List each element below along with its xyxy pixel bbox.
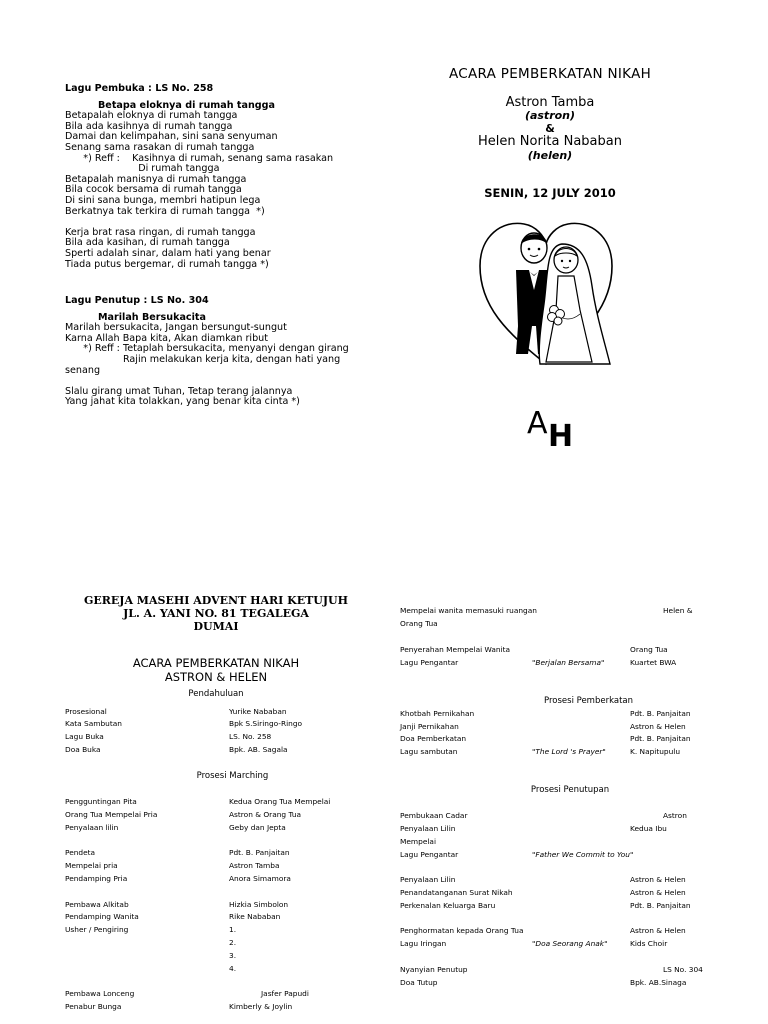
program-item: Kata Sambutan <box>65 719 122 728</box>
program-item: Usher / Pengiring <box>65 925 129 934</box>
church-city: DUMAI <box>193 620 239 633</box>
program-person: Pdt. B. Panjaitan <box>630 734 691 743</box>
program-item: Pembukaan Cadar <box>400 811 468 820</box>
program-person: Astron <box>663 811 687 820</box>
lyric-line: Senang sama rasakan di rumah tangga <box>65 141 255 153</box>
program-item: Lagu Buka <box>65 732 104 741</box>
lyric-line: Tiada putus bergemar, di rumah tangga *) <box>65 258 269 270</box>
program-item: Lagu sambutan <box>400 747 458 756</box>
program-person: Bpk S.Siringo-Ringo <box>229 719 303 728</box>
lyric-line: Di rumah tangga <box>65 163 220 175</box>
program-person: Kimberly & Joylin <box>229 1002 293 1011</box>
song-title: "The Lord 's Prayer" <box>532 747 606 756</box>
program-item: Doa Tutup <box>400 978 438 987</box>
opening-hymn-lyrics <box>65 111 333 270</box>
program-item: Mempelai <box>400 837 436 846</box>
program-person: Anora Simamora <box>229 874 291 883</box>
lyric-line: *) Reff : Tetaplah bersukacita, menyanyi dengan girang <box>65 343 349 355</box>
program-person: 4. <box>229 964 237 973</box>
bride-and-groom-heart-icon <box>476 214 616 370</box>
program-item: Penyalaan Lilin <box>400 824 456 833</box>
program-item: Penandatanganan Surat Nikah <box>400 888 513 897</box>
lyric-line: senang <box>65 364 101 376</box>
program-item: Pembawa Lonceng <box>65 989 135 998</box>
church-address: JL. A. YANI NO. 81 TEGALEGA <box>123 607 309 620</box>
program-item: Doa Buka <box>65 745 101 754</box>
program-item: Pendamping Pria <box>65 874 128 883</box>
section-prosesi-penutupan: Prosesi Penutupan <box>530 785 610 795</box>
program-person: Rike Nababan <box>229 912 281 921</box>
lyric-line: Slalu girang umat Tuhan, Tetap terang jalannya <box>65 385 293 397</box>
lyric-line: Yang jahat kita tolakkan, yang benar kita cinta *) <box>65 396 300 408</box>
program-person: Astron & Helen <box>630 875 686 884</box>
section-prosesi-marching: Prosesi Marching <box>196 771 269 781</box>
song-title: "Berjalan Bersama" <box>532 658 605 667</box>
program-person: Orang Tua <box>630 645 668 654</box>
program-item: Orang Tua <box>400 619 438 628</box>
monogram-a: A <box>527 406 548 441</box>
program-item: Penyerahan Mempelai Wanita <box>400 645 511 654</box>
program-item: Orang Tua Mempelai Pria <box>65 810 158 819</box>
program-person: 1. <box>229 925 237 934</box>
opening-hymn-title: Betapa eloknya di rumah tangga <box>98 99 276 111</box>
program-item: Doa Pemberkatan <box>400 734 467 743</box>
program-item: Pendeta <box>65 848 96 857</box>
program-item: Penyalaan lilin <box>65 823 119 832</box>
program-item: Penabur Bunga <box>65 1002 122 1011</box>
opening-hymn-heading: Lagu Pembuka : LS No. 258 <box>65 83 214 94</box>
lyric-line: Betapalah manisnya di rumah tangga <box>65 173 247 185</box>
program-person: Kedua Orang Tua Mempelai <box>229 797 331 806</box>
program-person: Hizkia Simbolon <box>229 900 289 909</box>
program-person: Pdt. B. Panjaitan <box>229 848 290 857</box>
program-person: Astron & Helen <box>630 926 686 935</box>
closing-hymn-title: Marilah Bersukacita <box>98 311 206 323</box>
program-person: K. Napitupulu <box>630 747 681 756</box>
opening-hymn <box>65 84 333 270</box>
ampersand: & <box>545 122 555 135</box>
groom-nickname: (astron) <box>524 109 576 122</box>
lyric-line: Berkatnya tak terkira di rumah tangga *) <box>65 205 265 217</box>
program-item: Khotbah Pernikahan <box>400 709 475 718</box>
program-person: Pdt. B. Panjaitan <box>630 709 691 718</box>
groom-name: Astron Tamba <box>505 95 595 110</box>
program-person: Kedua Ibu <box>630 824 667 833</box>
program-item: Janji Pernikahan <box>400 722 459 731</box>
closing-hymn-lyrics <box>65 323 349 408</box>
lyric-line: Karna Allah Bapa kita, Akan diamkan ribut <box>65 332 269 344</box>
lyric-line: *) Reff : Kasihnya di rumah, senang sama rasakan <box>65 152 334 164</box>
bride-nickname: (helen) <box>527 149 573 162</box>
lyric-line: Betapalah eloknya di rumah tangga <box>65 110 238 122</box>
program-person: Jasfer Papudi <box>261 989 309 998</box>
program-title-line-1: ACARA PEMBERKATAN NIKAH <box>132 656 300 670</box>
program-item: Lagu Pengantar <box>400 850 459 859</box>
song-title: "Father We Commit to You" <box>532 850 634 859</box>
lyric-line: Damai dan kelimpahan, sini sana senyuman <box>65 131 278 143</box>
program-item: Lagu Iringan <box>400 939 447 948</box>
program-item: Lagu Pengantar <box>400 658 459 667</box>
cover-title: ACARA PEMBERKATAN NIKAH <box>448 66 652 82</box>
program-person: Helen & <box>663 606 693 615</box>
program-person: Kids Choir <box>630 939 668 948</box>
program-person: 2. <box>229 938 237 947</box>
lyric-line: Bila cocok bersama di rumah tangga <box>65 184 242 196</box>
lyric-line: Di sini sana bunga, membri hatipun lega <box>65 194 261 206</box>
song-title: "Doa Seorang Anak" <box>532 939 608 948</box>
program-item: Perkenalan Keluarga Baru <box>400 901 496 910</box>
program-item: Pendamping Wanita <box>65 912 139 921</box>
program-item: Penyalaan Lilin <box>400 875 456 884</box>
program-item: Mempelai wanita memasuki ruangan <box>400 606 537 615</box>
section-pendahuluan: Pendahuluan <box>188 689 244 699</box>
program-person: Bpk. AB. Sagala <box>229 745 288 754</box>
program-person: Astron & Orang Tua <box>229 810 302 819</box>
program-item: Nyanyian Penutup <box>400 965 468 974</box>
program-person: LS. No. 258 <box>229 732 272 741</box>
section-prosesi-pemberkatan: Prosesi Pemberkatan <box>544 696 633 706</box>
program-person: Yurike Nababan <box>229 707 287 716</box>
program-item: Pengguntingan Pita <box>65 797 137 806</box>
closing-hymn-heading: Lagu Penutup : LS No. 304 <box>65 295 209 306</box>
program-person: Bpk. AB.Sinaga <box>630 978 687 987</box>
program-item: Prosesional <box>65 707 107 716</box>
lyric-line: Sperti adalah sinar, dalam hati yang benar <box>65 247 271 259</box>
monogram-h: H <box>548 419 574 454</box>
program-person: Astron & Helen <box>630 888 686 897</box>
lyric-line: Kerja brat rasa ringan, di rumah tangga <box>65 226 256 238</box>
church-name: GEREJA MASEHI ADVENT HARI KETUJUH <box>83 594 349 607</box>
program-item: Penghormatan kepada Orang Tua <box>400 926 524 935</box>
program-person: LS No. 304 <box>663 965 703 974</box>
wedding-date: SENIN, 12 JULY 2010 <box>484 186 616 200</box>
program-person: Kuartet BWA <box>630 658 677 667</box>
program-person: Astron & Helen <box>630 722 686 731</box>
lyric-line: Bila ada kasihnya di rumah tangga <box>65 120 233 132</box>
program-item: Mempelai pria <box>65 861 118 870</box>
closing-hymn <box>65 296 349 408</box>
program-title <box>60 657 372 684</box>
church-header <box>60 594 372 633</box>
lyric-line: Bila ada kasihan, di rumah tangga <box>65 237 230 249</box>
program-person: Astron Tamba <box>229 861 280 870</box>
program-item: Pembawa Alkitab <box>65 900 129 909</box>
bride-name: Helen Norita Nababan <box>478 134 622 149</box>
program-person: Pdt. B. Panjaitan <box>630 901 691 910</box>
lyric-line: Rajin melakukan kerja kita, dengan hati yang <box>65 353 341 365</box>
lyric-line: Marilah bersukacita, Jangan bersungut-sungut <box>65 322 287 334</box>
program-person: Geby dan Jepta <box>229 823 286 832</box>
program-person: 3. <box>229 951 237 960</box>
program-title-line-2: ASTRON & HELEN <box>164 669 268 684</box>
